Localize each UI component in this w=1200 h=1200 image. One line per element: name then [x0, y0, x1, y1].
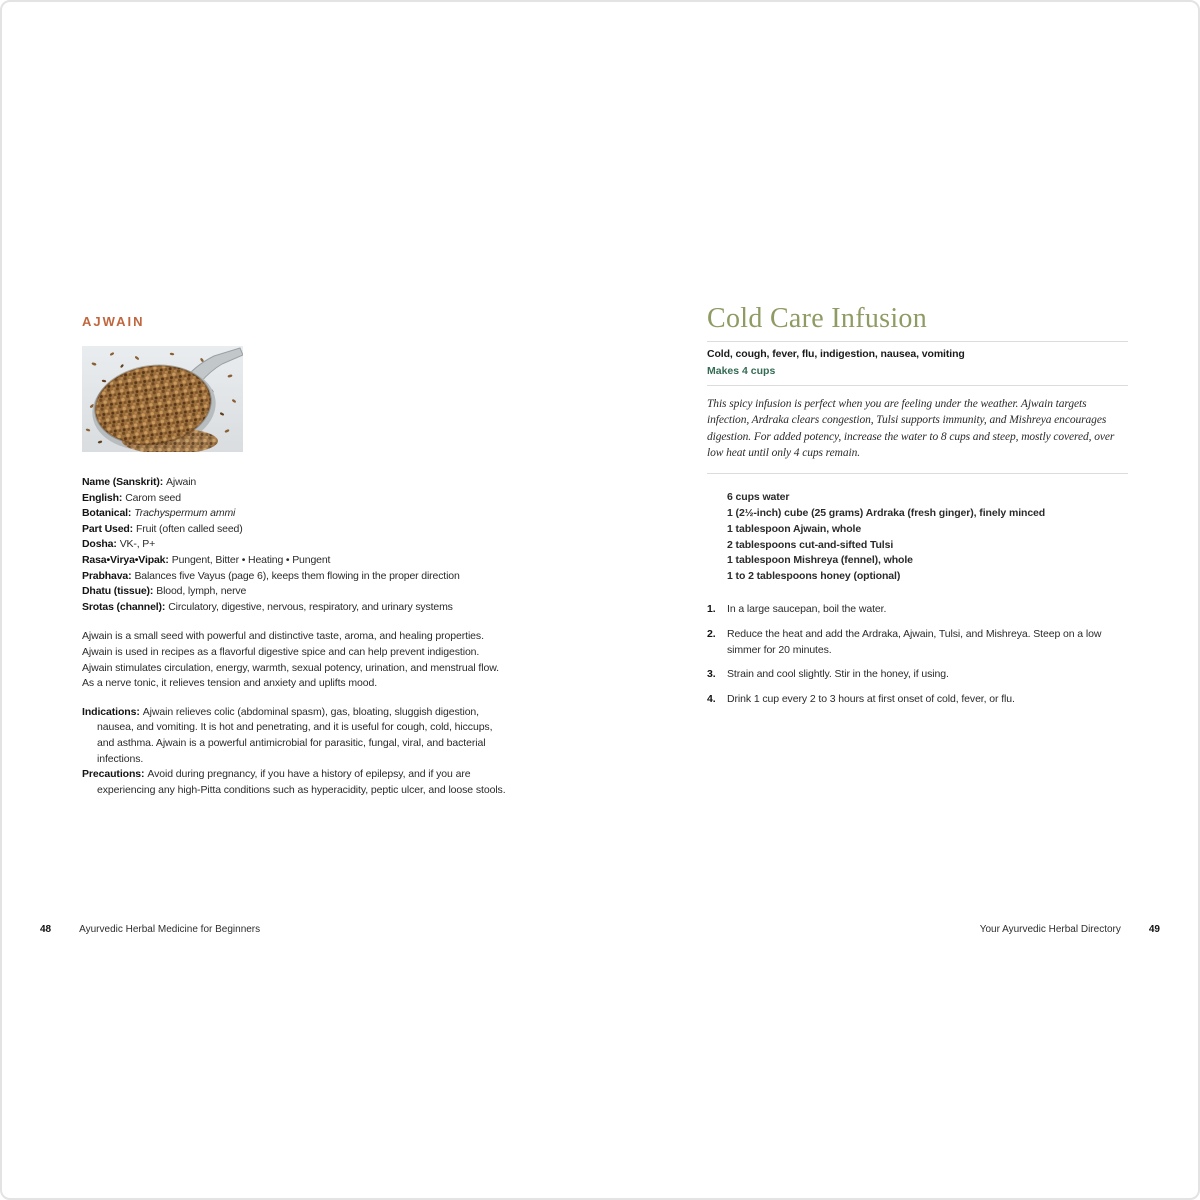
footer-right: [980, 924, 1160, 935]
divider: [707, 473, 1128, 474]
ingredient-item: 1 to 2 tablespoons honey (optional): [727, 570, 901, 583]
step-item: 2. Reduce the heat and add the Ardraka, Ajwain, Tulsi, and Mishreya. Steep on a low simmer for 20 minutes.: [707, 627, 1102, 656]
precautions: Precautions: Avoid during pregnancy, if you have a history of epilepsy, and if you are experiencing any high-Pitta conditions such as hyperacidity, peptic ulcer, and loose stools.: [82, 768, 506, 796]
ingredient-item: 1 tablespoon Ajwain, whole: [727, 522, 862, 535]
detail-name-sanskrit: Name (Sanskrit): Ajwain: [82, 476, 197, 488]
detail-dhatu: Dhatu (tissue): Blood, lymph, nerve: [82, 585, 247, 598]
ingredient-item: 1 tablespoon Mishreya (fennel), whole: [727, 554, 913, 567]
step-item: 1. In a large saucepan, boil the water.: [707, 602, 887, 615]
recipe-conditions: Cold, cough, fever, flu, indigestion, nausea, vomiting: [707, 348, 965, 360]
step-item: 3. Strain and cool slightly. Stir in the honey, if using.: [707, 668, 949, 681]
detail-srotas: Srotas (channel): Circulatory, digestive, nervous, respiratory, and urinary systems: [82, 600, 453, 613]
ingredient-item: 6 cups water: [727, 491, 790, 504]
right-page: [707, 305, 1128, 717]
page-number-right: 49: [1148, 924, 1160, 935]
instruction-steps: [707, 602, 1128, 708]
detail-dosha: Dosha: VK-, P+: [82, 538, 156, 551]
ingredient-item: 1 (2½-inch) cube (25 grams) Ardraka (fresh ginger), finely minced: [727, 506, 1046, 519]
footer-book-title: Ayurvedic Herbal Medicine for Beginners: [79, 924, 261, 935]
detail-english: English: Carom seed: [82, 491, 181, 504]
indications: Indications: Ajwain relieves colic (abdominal spasm), gas, bloating, sluggish digestion, nausea, and vomiting. It is hot and penetrating, and it is useful for cough, cold, hiccups, and asthma. Ajwain is a powerful antimicrobial for parasitic, fungal, viral, and bacterial infections.: [82, 705, 493, 765]
recipe-yield: Makes 4 cups: [707, 365, 776, 377]
ingredient-list: [727, 490, 1128, 585]
herb-title: AJWAIN: [82, 314, 145, 329]
divider: [707, 385, 1128, 386]
herb-description: Ajwain is a small seed with powerful and distinctive taste, aroma, and healing properties. Ajwain is used in recipes as a flavorful digestive spice and can help prevent indigestion. Ajwain stimulates circulation, energy, warmth, sexual potency, urination, and menstrual flow. As a nerve tonic, it relieves tension and anxiety and uplifts mood.: [82, 630, 499, 690]
detail-rasa-virya-vipak: Rasa•Virya•Vipak: Pungent, Bitter • Heating • Pungent: [82, 553, 331, 566]
footer-section-title: Your Ayurvedic Herbal Directory: [979, 924, 1121, 935]
step-item: 4. Drink 1 cup every 2 to 3 hours at first onset of cold, fever, or flu.: [707, 693, 1015, 706]
detail-prabhava: Prabhava: Balances five Vayus (page 6), keeps them flowing in the proper direction: [82, 569, 460, 582]
ingredient-item: 2 tablespoons cut-and-sifted Tulsi: [727, 538, 894, 551]
herb-details-list: [82, 475, 512, 615]
detail-part-used: Part Used: Fruit (often called seed): [82, 522, 243, 535]
recipe-title: Cold Care Infusion: [707, 303, 928, 334]
divider: [707, 341, 1128, 342]
footer-left: [40, 924, 260, 935]
ajwain-photo: [82, 346, 243, 452]
left-page: [82, 314, 512, 798]
recipe-intro: This spicy infusion is perfect when you are feeling under the weather. Ajwain targets infection, Ardraka clears congestion, Tulsi supports immunity, and Mishreya encourages digestion. For added potency, increase the water to 8 cups and steep, mostly covered, over low heat until only 4 cups remain.: [707, 398, 1115, 459]
page-number-left: 48: [40, 924, 52, 935]
detail-botanical: Botanical: Trachyspermum ammi: [82, 507, 236, 520]
